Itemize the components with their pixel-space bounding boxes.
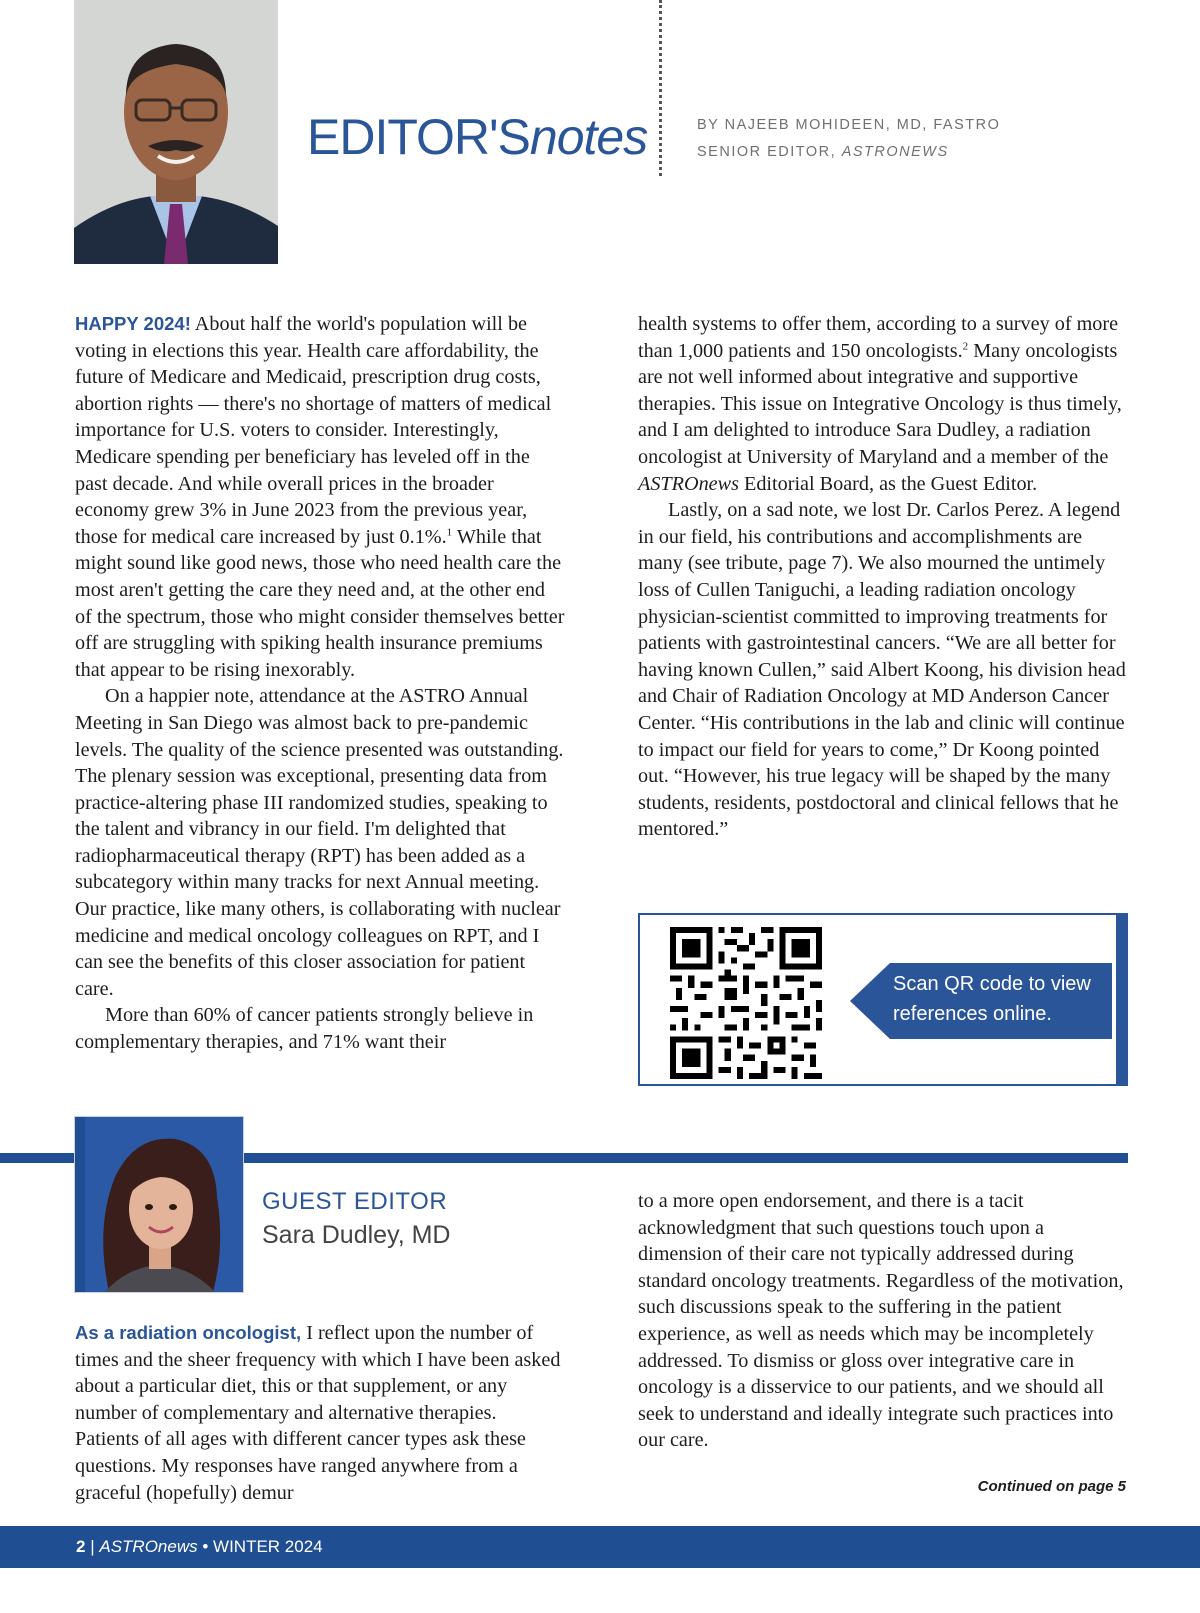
- paragraph-text: I reflect upon the number of times and the sheer frequency with which I have been asked about a particular diet, this or that supplement, or any number of complementary and alternative therapies. Patients of all ages with different cancer types ask these questions. My responses have ranged anywhere from a graceful (hopefully) demur: [75, 1322, 561, 1504]
- qr-callout-text: [893, 969, 1123, 1029]
- qr-references-box[interactable]: [638, 913, 1128, 1086]
- masthead-main: EDITOR'S: [307, 109, 530, 165]
- page-number: 2: [76, 1537, 86, 1556]
- paragraph-text: Many oncologists are not well informed about integrative and supportive therapies. This issue on Integrative Oncology is thus timely, and I am delighted to introduce Sara Dudley, a radiation oncologist at University of Maryland and a member of the: [638, 339, 1122, 468]
- masthead-italic: notes: [529, 109, 648, 165]
- guest-editor-heading: GUEST EDITOR: [262, 1188, 448, 1215]
- senior-editor-portrait-icon: [74, 0, 278, 264]
- paragraph: More than 60% of cancer patients strongly believe in complementary therapies, and 71% want their: [75, 1004, 534, 1054]
- publication-name: ASTROnews: [638, 472, 739, 495]
- guest-editor-column-2: [638, 1188, 1128, 1454]
- byline: [697, 112, 1000, 166]
- footer-publication: ASTROnews: [99, 1537, 198, 1556]
- qr-code-icon[interactable]: [670, 927, 822, 1079]
- byline-role-publication: ASTRONEWS: [841, 144, 949, 160]
- senior-editor-photo: [74, 0, 278, 264]
- footnote-marker: 2: [962, 339, 969, 352]
- masthead-title: [307, 108, 647, 166]
- guest-editor-portrait-icon: [75, 1117, 243, 1292]
- guest-editor-name: Sara Dudley, MD: [262, 1221, 451, 1249]
- paragraph-text: While that might sound like good news, those who need health care the most aren't getting the care they need and, at the other end of the spectrum, those who might consider themselves better off are struggling with spiking health insurance premiums that appear to be rising inexorably.: [75, 525, 565, 681]
- editor-note-column-2: [638, 311, 1128, 843]
- paragraph: Lastly, on a sad note, we lost Dr. Carlos Perez. A legend in our field, his contributions and accomplishments are many (see tribute, page 7). We also mourned the untimely loss of Cullen Taniguchi, a leading radiation oncology physician-scientist committed to improving treatments for patients with gastrointestinal cancers. “We are all better for having known Cullen,” said Albert Koong, his division head and Chair of Radiation Oncology at MD Anderson Cancer Center. “His contributions in the lab and clinic will continue to impact our field for years to come,” Dr Koong pointed out. “However, his true legacy will be shaped by the many students, residents, postdoctoral and clinical fellows that he mentored.”: [638, 499, 1126, 841]
- continued-link[interactable]: Continued on page 5: [977, 1478, 1126, 1495]
- qr-callout-line-1: Scan QR code to view: [893, 973, 1091, 995]
- paragraph: [638, 311, 1128, 497]
- paragraph-text: health systems to offer them, according to a survey of more than 1,000 patients and 150 oncologists.: [638, 313, 1119, 362]
- footer-folio: [76, 1537, 323, 1557]
- lead-in: HAPPY 2024!: [75, 313, 191, 334]
- paragraph: [75, 311, 565, 683]
- guest-photo-accent-bar: [75, 1117, 85, 1292]
- paragraph-text: About half the world's population will be voting in elections this year. Health care affordability, the future of Medicare and Medicaid, prescription drug costs, abortion rights — there's no shortage of matters of medical importance for U.S. voters to consider. Interestingly, Medicare spending per beneficiary has leveled off in the past decade. And while overall prices in the broader economy grew 3% in June 2023 from the previous year, those for medical care increased by just 0.1%.: [75, 313, 552, 548]
- header-dotted-divider: [659, 0, 662, 176]
- folio-bullet: •: [202, 1537, 209, 1556]
- byline-name: BY NAJEEB MOHIDEEN, MD, FASTRO: [697, 117, 1001, 133]
- footer-issue: WINTER 2024: [213, 1537, 323, 1556]
- guest-editor-photo: [75, 1117, 243, 1292]
- qr-callout-line-2: references online.: [893, 1003, 1052, 1025]
- folio-separator: |: [90, 1537, 95, 1556]
- page-footer: [0, 1526, 1200, 1568]
- paragraph: On a happier note, attendance at the ASTRO Annual Meeting in San Diego was almost back to pre-pandemic levels. The quality of the science presented was outstanding. The plenary session was exceptional, presenting data from practice-altering phase III randomized studies, speaking to the talent and vibrancy in our field. I'm delighted that radiopharmaceutical therapy (RPT) has been added as a subcategory within many tracks for next Annual meeting. Our practice, like many others, is collaborating with nuclear medicine and medical oncology colleagues on RPT, and I can see the benefits of this closer association for patient care.: [75, 685, 564, 1000]
- paragraph: to a more open endorsement, and there is a tacit acknowledgment that such questions touch upon a dimension of their care not typically addressed during standard oncology treatments. Regardless of the motivation, such discussions speak to the suffering in the patient experience, as well as needs which may be incompletely addressed. To dismiss or gloss over integrative care in oncology is a disservice to our patients, and we should all seek to understand and ideally integrate such practices into our care.: [638, 1190, 1124, 1452]
- byline-role: [697, 139, 1000, 166]
- guest-editor-column-1: [75, 1320, 565, 1506]
- editor-note-column-1: [75, 311, 565, 1056]
- byline-role-prefix: SENIOR EDITOR,: [697, 144, 842, 160]
- paragraph-text: Editorial Board, as the Guest Editor.: [738, 472, 1038, 495]
- footnote-marker: 1: [446, 526, 453, 539]
- lead-in: As a radiation oncologist,: [75, 1322, 302, 1343]
- paragraph: [75, 1320, 565, 1506]
